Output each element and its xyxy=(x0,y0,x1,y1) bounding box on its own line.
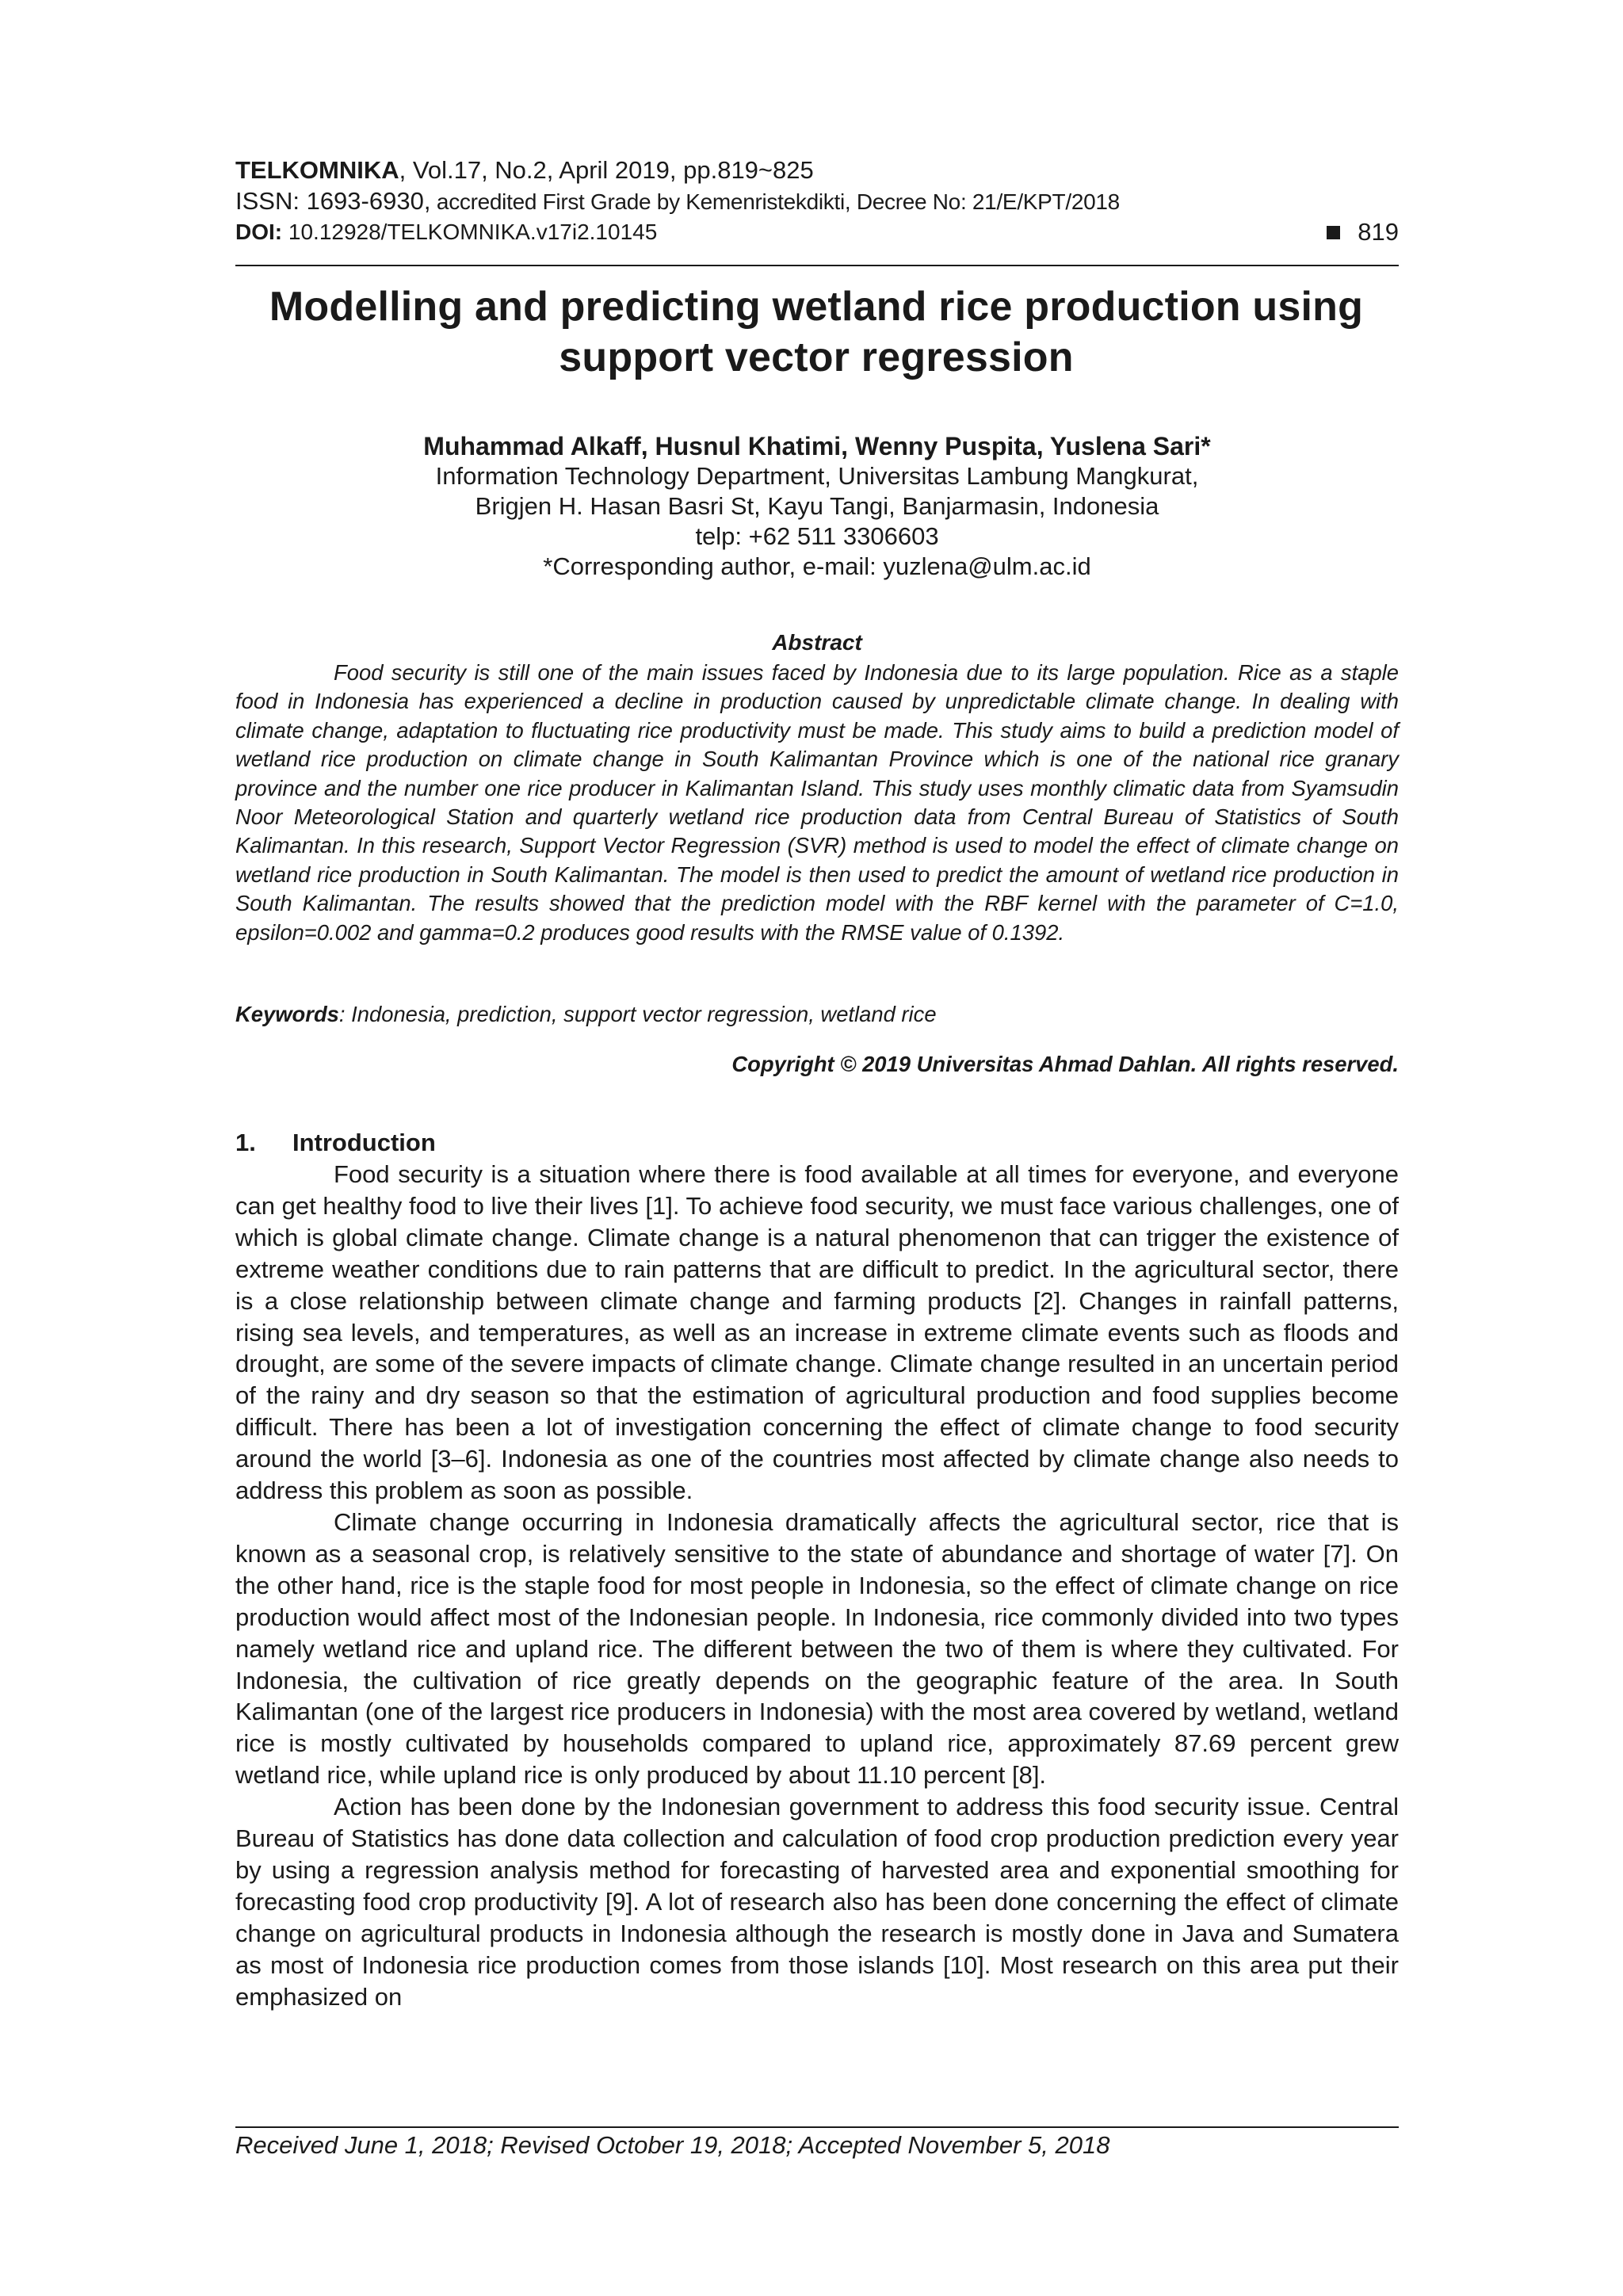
paragraph: Food security is a situation where there is food available at all times for everyone, and everyone can get healthy food to live their lives [1]. To achieve food security, we must face various challenges, one of which is global climate change. Climate change is a natural phenomenon that can trigger the existence of extreme weather conditions due to rain patterns that are difficult to predict. In the agricultural sector, there is a close relationship between climate change and farming products [2]. Changes in rainfall patterns, rising sea levels, and temperatures, as well as an increase in extreme climate events such as floods and drought, are some of the severe impacts of climate change. Climate change resulted in an uncertain period of the rainy and dry season so that the estimation of agricultural production and food supplies become difficult. There has been a lot of investigation concerning the effect of climate change to food security around the world [3–6]. Indonesia as one of the countries most affected by climate change also needs to address this problem as soon as possible. xyxy=(235,1160,1399,1505)
footer-divider xyxy=(235,2126,1399,2128)
keywords-text: : Indonesia, prediction, support vector regression, wetland rice xyxy=(338,1002,937,1026)
issn: ISSN: 1693-6930, xyxy=(235,187,431,215)
journal-line xyxy=(235,155,1399,185)
doi-label: DOI: xyxy=(235,220,283,244)
square-bullet-icon xyxy=(1327,226,1340,239)
page-number: 819 xyxy=(1358,218,1399,246)
author-names: Muhammad Alkaff, Husnul Khatimi, Wenny Puspita, Yuslena Sari* xyxy=(423,432,1211,460)
doi-value: 10.12928/TELKOMNIKA.v17i2.10145 xyxy=(282,220,658,244)
journal-volume: , Vol.17, No.2, April 2019, pp.819~825 xyxy=(399,156,814,184)
phone: telp: +62 511 3306603 xyxy=(695,522,939,550)
corresponding-author: *Corresponding author, e-mail: yuzlena@ulm.ac.id xyxy=(543,552,1091,580)
affiliation-line-2: Brigjen H. Hasan Basri St, Kayu Tangi, Banjarmasin, Indonesia xyxy=(475,492,1159,520)
paper-title: Modelling and predicting wetland rice production using support vector regression xyxy=(269,284,1364,380)
abstract-text: Food security is still one of the main issues faced by Indonesia due to its large population. Rice as a staple food in Indonesia has experienced a decline in production caused by unpredictable climate change. In dealing with climate change, adaptation to fluctuating rice productivity must be made. This study aims to build a prediction model of wetland rice production on climate change in South Kalimantan Province which is one of the national rice granary province and the number one rice producer in Kalimantan Island. This study uses monthly climatic data from Syamsudin Noor Meteorological Station and quarterly wetland rice production data from Central Bureau of Statistics of South Kalimantan. In this research, Support Vector Regression (SVR) method is used to model the effect of climate change on wetland rice production in South Kalimantan. The model is then used to predict the amount of wetland rice production in South Kalimantan. The results showed that the prediction model with the RBF kernel with the parameter of C=1.0, epsilon=0.002 and gamma=0.2 produces good results with the RMSE value of 0.1392. xyxy=(235,660,1399,945)
issn-line xyxy=(235,186,1399,217)
paragraph: Action has been done by the Indonesian government to address this food security issue. Central Bureau of Statistics has done data collection and calculation of food crop production prediction every year by using a regression analysis method for forecasting of harvested area and exponential smoothing for forecasting food crop productivity [9]. A lot of research also has been done concerning the effect of climate change on agricultural products in Indonesia although the research is mostly done in Java and Sumatera as most of Indonesia rice production comes from those islands [10]. Most research on this area put their emphasized on xyxy=(235,1793,1399,2011)
doi-line xyxy=(235,217,1399,247)
journal-name: TELKOMNIKA xyxy=(235,156,399,184)
section-heading xyxy=(235,1128,436,1158)
keywords xyxy=(235,1000,1399,1029)
accreditation: accredited First Grade by Kemenristekdikti, Decree No: 21/E/KPT/2018 xyxy=(430,189,1120,214)
paragraph: Climate change occurring in Indonesia dramatically affects the agricultural sector, rice that is known as a seasonal crop, is relatively sensitive to the state of abundance and shortage of water [7]. On the other hand, rice is the staple food for most people in Indonesia, so the effect of climate change on rice production would affect most of the Indonesian people. In Indonesia, rice commonly divided into two types namely wetland rice and upland rice. The different between the two of them is where they cultivated. For Indonesia, the cultivation of rice greatly depends on the geographic feature of the area. In South Kalimantan (one of the largest rice producers in Indonesia) with the most area covered by wetland, wetland rice is mostly cultivated by households compared to upland rice, approximately 87.69 percent grew wetland rice, while upland rice is only produced by about 11.10 percent [8]. xyxy=(235,1507,1399,1790)
header-divider xyxy=(235,265,1399,266)
keywords-label: Keywords xyxy=(235,1002,339,1026)
received-dates: Received June 1, 2018; Revised October 19, 2018; Accepted November 5, 2018 xyxy=(235,2131,1110,2159)
affiliation-line-1: Information Technology Department, Universitas Lambung Mangkurat, xyxy=(435,462,1199,490)
section-number: 1. xyxy=(235,1129,256,1156)
copyright: Copyright © 2019 Universitas Ahmad Dahlan. All rights reserved. xyxy=(731,1052,1399,1076)
abstract-body xyxy=(235,659,1399,947)
abstract-heading: Abstract xyxy=(772,630,862,655)
author-block xyxy=(235,431,1399,582)
page-number-block xyxy=(1327,217,1399,247)
section-title: Introduction xyxy=(292,1129,436,1156)
section-body xyxy=(235,1159,1399,2012)
